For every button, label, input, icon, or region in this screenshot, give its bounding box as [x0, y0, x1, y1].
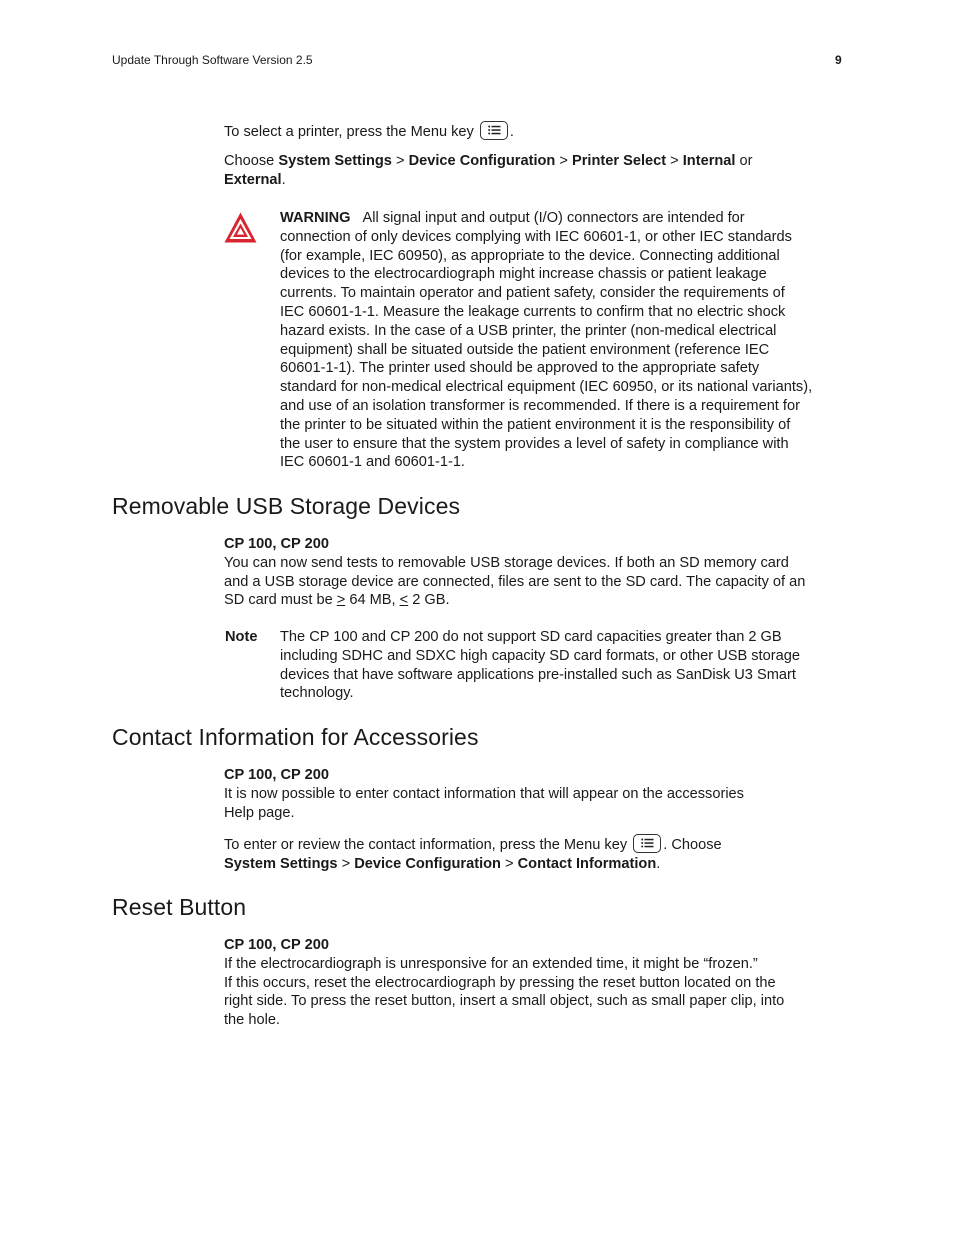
running-header-title: Update Through Software Version 2.5 — [112, 53, 313, 67]
note-block — [280, 628, 850, 703]
warning-block — [280, 209, 850, 472]
path-separator: > — [505, 855, 514, 872]
option-internal: Internal — [682, 153, 736, 169]
warning-line: equipment) shall be situated outside the patient environment (reference IEC — [280, 341, 770, 358]
path-contact-information: Contact Information — [517, 855, 657, 872]
le-symbol: < — [399, 592, 409, 609]
menu-key-icon — [633, 834, 661, 853]
warning-line: 60601-1-1). The printer used should be approved to the appropriate safety — [280, 360, 760, 377]
usb-models: CP 100, CP 200 — [224, 536, 329, 552]
warning-line: IEC 60601-1-1. Measure the leakage currents to confirm that no electric shock — [280, 303, 786, 320]
menu-key-icon — [480, 121, 508, 140]
warning-line: IEC 60601-1 and 60601-1-1. — [280, 454, 465, 471]
warning-line — [280, 209, 850, 228]
warning-line: (for example, IEC 60950), as appropriate to the device. Connecting additional — [280, 247, 780, 264]
reset-line: If this occurs, reset the electrocardiograph by pressing the reset button located on the — [224, 974, 776, 991]
note-line: devices that have software applications pre-installed such as SanDisk U3 Smart — [280, 666, 796, 683]
page-number: 9 — [835, 53, 842, 67]
warning-triangle-icon — [223, 211, 258, 244]
warning-line: hazard exists. In the case of a USB printer, the printer (non-medical electrical — [280, 322, 777, 339]
note-line: including SDHC and SDXC high capacity SD card formats, or other USB storage — [280, 647, 800, 664]
path-separator: > — [670, 153, 679, 169]
capacity-min: 64 MB, — [349, 592, 396, 609]
path-device-configuration: Device Configuration — [354, 855, 501, 872]
printer-intro-text: To select a printer, press the Menu key — [224, 124, 474, 140]
option-external: External — [224, 171, 282, 188]
path-separator: > — [559, 153, 568, 169]
reset-line: right side. To press the reset button, insert a small object, such as small paper clip, into — [224, 993, 785, 1010]
sentence-end: . — [656, 855, 661, 872]
path-device-configuration: Device Configuration — [408, 153, 556, 169]
reset-line: If the electrocardiograph is unresponsive for an extended time, it might be “frozen.” — [224, 955, 758, 972]
note-label-text: Note — [225, 629, 258, 645]
note-line: technology. — [280, 685, 354, 702]
contact-line: Help page. — [224, 804, 295, 821]
warning-line: currents. To maintain operator and patient safety, consider the requirements of — [280, 285, 785, 302]
path-system-settings: System Settings — [278, 153, 392, 169]
reset-models: CP 100, CP 200 — [224, 937, 329, 953]
printer-choose — [224, 152, 844, 190]
section-heading-reset: Reset Button — [112, 894, 247, 920]
usb-line: and a USB storage device are connected, files are sent to the SD card. The capacity of an — [224, 573, 806, 590]
ge-symbol: > — [336, 592, 346, 609]
usb-capacity-line — [224, 591, 844, 610]
contact-enter-text: To enter or review the contact information, press the Menu key — [224, 837, 628, 853]
contact-models: CP 100, CP 200 — [224, 767, 329, 783]
warning-line: devices to the electrocardiograph might increase chassis or patient leakage — [280, 266, 767, 283]
sentence-end: . — [281, 171, 286, 188]
usb-section-body — [224, 535, 844, 610]
note-line: The CP 100 and CP 200 do not support SD card capacities greater than 2 GB — [280, 629, 782, 645]
contact-line: It is now possible to enter contact information that will appear on the accessories — [224, 785, 744, 802]
path-printer-select: Printer Select — [572, 153, 667, 169]
warning-line: connection of only devices complying with IEC 60601-1, or other IEC standards — [280, 228, 792, 245]
section-heading-usb: Removable USB Storage Devices — [112, 493, 461, 519]
contact-section-body — [224, 766, 844, 822]
or-word: or — [739, 153, 753, 169]
section-heading-contact: Contact Information for Accessories — [112, 724, 479, 750]
capacity-max: 2 GB. — [412, 592, 450, 609]
note-label — [225, 628, 257, 647]
path-system-settings: System Settings — [224, 855, 338, 872]
warning-line: the user to ensure that the system provides a level of safety in compliance with — [280, 435, 789, 452]
contact-instructions — [224, 834, 844, 874]
warning-line: standard for non-medical electrical equipment (IEC 60950, or its national variants), — [280, 379, 813, 396]
contact-choose-word: . Choose — [663, 837, 722, 853]
path-separator: > — [395, 153, 405, 169]
warning-text: All signal input and output (I/O) connectors are intended for — [362, 210, 745, 226]
warning-label: WARNING — [280, 210, 351, 226]
warning-line: the printer to be situated within the patient environment it is the responsibility of — [280, 416, 791, 433]
path-separator: > — [341, 855, 351, 872]
capacity-text: SD card must be — [224, 592, 333, 609]
usb-line: You can now send tests to removable USB storage devices. If both an SD memory card — [224, 554, 789, 571]
choose-word: Choose — [224, 153, 275, 169]
warning-line: and use of an isolation transformer is recommended. If there is a requirement for — [280, 397, 800, 414]
reset-line: the hole. — [224, 1012, 280, 1029]
printer-intro-end: . — [509, 124, 514, 140]
reset-section-body — [224, 936, 844, 1030]
printer-intro — [224, 121, 514, 142]
